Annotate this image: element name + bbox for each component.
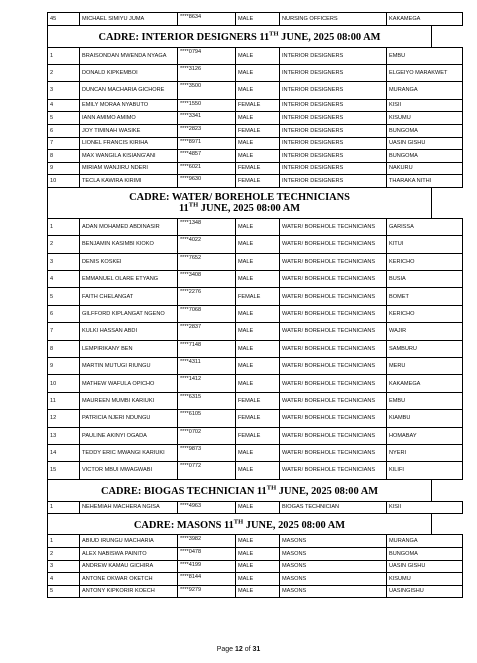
- candidate-gender: MALE: [236, 47, 280, 64]
- candidate-county: GARISSA: [387, 218, 463, 235]
- candidate-name: PATRICIA NJERI NDUNGU: [80, 410, 178, 427]
- table-row: [48, 236, 463, 253]
- candidate-name: ABIUD IRUNGU MACHARIA: [80, 535, 178, 548]
- candidate-name: ADAN MOHAMED ABDINASIR: [80, 218, 178, 235]
- candidate-id: ****0794: [178, 47, 236, 64]
- candidate-gender: MALE: [236, 547, 280, 560]
- candidate-cadre: MASONS: [280, 573, 387, 586]
- candidate-county: UASINGISHU: [387, 585, 463, 598]
- page-footer: [0, 646, 477, 653]
- candidate-name: JOY TIMINAH WASIKE: [80, 124, 178, 137]
- candidate-gender: FEMALE: [236, 427, 280, 444]
- row-number: 15: [48, 462, 80, 479]
- candidate-name: BRAISONDAN MWENDA NYAGA: [80, 47, 178, 64]
- candidate-id: ****8144: [178, 573, 236, 586]
- candidate-cadre: INTERIOR DESIGNERS: [280, 150, 387, 163]
- candidate-id: ****0702: [178, 427, 236, 444]
- cadre-table: [47, 47, 463, 188]
- cadre-title-prefix: CADRE: MASONS 11: [133, 520, 234, 532]
- candidate-id: ****9873: [178, 445, 236, 462]
- table-row: [48, 47, 463, 64]
- document-page: [47, 12, 448, 598]
- candidate-county: KAKAMEGA: [387, 13, 463, 26]
- table-row: [48, 410, 463, 427]
- candidate-name: KULKI HASSAN ABDI: [80, 323, 178, 340]
- candidate-cadre: INTERIOR DESIGNERS: [280, 64, 387, 81]
- cadre-heading-date: [48, 203, 431, 214]
- table-row: [48, 218, 463, 235]
- cadre-heading: [47, 26, 432, 47]
- row-number: 13: [48, 427, 80, 444]
- candidate-name: MIRIAM WANJIRU NDERI: [80, 162, 178, 175]
- candidate-id: ****3982: [178, 535, 236, 548]
- row-number: 4: [48, 99, 80, 112]
- row-number: 2: [48, 547, 80, 560]
- candidate-county: KIAMBU: [387, 410, 463, 427]
- candidate-gender: MALE: [236, 236, 280, 253]
- candidate-gender: MALE: [236, 573, 280, 586]
- candidate-cadre: WATER/ BOREHOLE TECHNICIANS: [280, 323, 387, 340]
- row-number: 5: [48, 585, 80, 598]
- candidate-cadre: BIOGAS TECHNICIAN: [280, 501, 387, 514]
- candidate-id: ****6315: [178, 392, 236, 409]
- candidate-id: ****8971: [178, 137, 236, 150]
- candidate-id: ****3126: [178, 64, 236, 81]
- row-number: 4: [48, 271, 80, 288]
- candidate-id: ****7652: [178, 253, 236, 270]
- candidate-county: BUNGOMA: [387, 150, 463, 163]
- candidate-county: KERICHO: [387, 305, 463, 322]
- cadre-heading-date: [48, 486, 431, 497]
- candidate-cadre: INTERIOR DESIGNERS: [280, 137, 387, 150]
- candidate-id: ****8634: [178, 13, 236, 26]
- row-number: 8: [48, 340, 80, 357]
- row-number: 2: [48, 236, 80, 253]
- candidate-cadre: WATER/ BOREHOLE TECHNICIANS: [280, 410, 387, 427]
- candidate-gender: MALE: [236, 358, 280, 375]
- candidate-name: IANN AMIMO AMIMO: [80, 112, 178, 125]
- table-row: [48, 305, 463, 322]
- row-number: 11: [48, 392, 80, 409]
- row-number: 1: [48, 535, 80, 548]
- candidate-id: ****9630: [178, 175, 236, 188]
- candidate-name: GILFFORD KIPLANGAT NGENO: [80, 305, 178, 322]
- row-number: 3: [48, 82, 80, 99]
- candidate-id: ****4022: [178, 236, 236, 253]
- candidate-name: ANTONY KIPKORIR KOECH: [80, 585, 178, 598]
- candidate-gender: MALE: [236, 375, 280, 392]
- candidate-county: HOMABAY: [387, 427, 463, 444]
- candidate-name: MARTIN MUTUGI RIUNGU: [80, 358, 178, 375]
- candidate-cadre: INTERIOR DESIGNERS: [280, 47, 387, 64]
- candidate-county: NAKURU: [387, 162, 463, 175]
- table-row: [48, 340, 463, 357]
- candidate-gender: FEMALE: [236, 99, 280, 112]
- cadre-title-ordinal: TH: [188, 201, 199, 209]
- row-number: 1: [48, 218, 80, 235]
- candidate-name: EMILY MORAA NYABUTO: [80, 99, 178, 112]
- cadre-title-suffix: JUNE, 2025 08:00 AM: [243, 520, 346, 532]
- candidate-cadre: INTERIOR DESIGNERS: [280, 112, 387, 125]
- candidate-id: ****0772: [178, 462, 236, 479]
- candidate-id: ****4311: [178, 358, 236, 375]
- candidate-county: WAJIR: [387, 323, 463, 340]
- candidate-id: ****1348: [178, 218, 236, 235]
- table-row: [48, 99, 463, 112]
- candidate-county: KISUMU: [387, 573, 463, 586]
- cadre-title-ordinal: TH: [269, 30, 279, 38]
- candidate-id: ****6105: [178, 410, 236, 427]
- candidate-county: KAKAMEGA: [387, 375, 463, 392]
- candidate-gender: FEMALE: [236, 124, 280, 137]
- candidate-county: MURANGA: [387, 82, 463, 99]
- candidate-name: DONALD KIPKEMBOI: [80, 64, 178, 81]
- table-row: [48, 375, 463, 392]
- row-number: 5: [48, 112, 80, 125]
- cadre-title-suffix: JUNE, 2025 08:00 AM: [278, 31, 381, 43]
- candidate-name: LEMPIRIKANY BEN: [80, 340, 178, 357]
- row-number: 8: [48, 150, 80, 163]
- candidate-id: ****4857: [178, 150, 236, 163]
- candidate-id: ****4199: [178, 560, 236, 573]
- candidate-county: KITUI: [387, 236, 463, 253]
- candidate-name: MATHEW WAFULA OPICHO: [80, 375, 178, 392]
- candidate-gender: FEMALE: [236, 162, 280, 175]
- candidate-gender: MALE: [236, 137, 280, 150]
- candidate-cadre: WATER/ BOREHOLE TECHNICIANS: [280, 462, 387, 479]
- footer-prefix: Page: [216, 646, 235, 653]
- table-row: [48, 445, 463, 462]
- table-row: [48, 82, 463, 99]
- cadre-heading: [47, 514, 432, 534]
- candidate-cadre: NURSING OFFICERS: [280, 13, 387, 26]
- candidate-name: EMMANUEL OLARE ETYANG: [80, 271, 178, 288]
- candidate-id: ****3341: [178, 112, 236, 125]
- row-number: 2: [48, 64, 80, 81]
- cadre-title-ordinal: TH: [233, 518, 244, 526]
- candidate-name: TECLA KAWIRA KIRIMI: [80, 175, 178, 188]
- table-row: [48, 175, 463, 188]
- candidate-cadre: INTERIOR DESIGNERS: [280, 99, 387, 112]
- cadre-title-suffix: JUNE, 2025 08:00 AM: [198, 202, 301, 214]
- row-number: 7: [48, 137, 80, 150]
- candidate-gender: MALE: [236, 271, 280, 288]
- candidate-county: BOMET: [387, 288, 463, 305]
- candidate-id: ****7068: [178, 305, 236, 322]
- candidate-id: ****6021: [178, 162, 236, 175]
- candidate-county: ELGEIYO MARAKWET: [387, 64, 463, 81]
- candidate-cadre: MASONS: [280, 535, 387, 548]
- cadre-heading-date: [48, 32, 431, 43]
- row-number: 3: [48, 560, 80, 573]
- candidate-name: TEDDY ERIC MWANGI KARIUKI: [80, 445, 178, 462]
- cadre-table: [47, 501, 463, 515]
- candidate-id: ****2276: [178, 288, 236, 305]
- row-number: 10: [48, 175, 80, 188]
- candidate-county: BUNGOMA: [387, 547, 463, 560]
- row-number: 1: [48, 501, 80, 514]
- top-table: [47, 12, 463, 26]
- candidate-county: NYERI: [387, 445, 463, 462]
- candidate-cadre: INTERIOR DESIGNERS: [280, 162, 387, 175]
- candidate-id: ****1412: [178, 375, 236, 392]
- candidate-name: DUNCAN MACHARIA GICHORE: [80, 82, 178, 99]
- cadre-title-prefix: 11: [178, 202, 189, 214]
- candidate-gender: MALE: [236, 323, 280, 340]
- table-row: [48, 501, 463, 514]
- candidate-name: MAX WANGILA KISIANG'ANI: [80, 150, 178, 163]
- cadre-title-suffix: JUNE, 2025 08:00 AM: [276, 485, 379, 497]
- candidate-gender: MALE: [236, 13, 280, 26]
- row-number: 1: [48, 47, 80, 64]
- candidate-county: KERICHO: [387, 253, 463, 270]
- candidate-cadre: INTERIOR DESIGNERS: [280, 124, 387, 137]
- candidate-county: SAMBURU: [387, 340, 463, 357]
- table-row: [48, 560, 463, 573]
- row-number: 9: [48, 358, 80, 375]
- row-number: 14: [48, 445, 80, 462]
- candidate-county: THARAKA NITHI: [387, 175, 463, 188]
- candidate-county: KISII: [387, 99, 463, 112]
- candidate-id: ****3500: [178, 82, 236, 99]
- candidate-county: MURANGA: [387, 535, 463, 548]
- candidate-county: UASIN GISHU: [387, 560, 463, 573]
- row-number: 3: [48, 253, 80, 270]
- row-number: 10: [48, 375, 80, 392]
- candidate-county: EMBU: [387, 392, 463, 409]
- candidate-county: BUSIA: [387, 271, 463, 288]
- candidate-id: ****0478: [178, 547, 236, 560]
- table-row: [48, 462, 463, 479]
- candidate-cadre: WATER/ BOREHOLE TECHNICIANS: [280, 427, 387, 444]
- candidate-name: PAULINE AKINYI OGADA: [80, 427, 178, 444]
- footer-page-number: 12: [234, 646, 243, 653]
- candidate-gender: MALE: [236, 585, 280, 598]
- candidate-name: ALEX NABISWA PAINITO: [80, 547, 178, 560]
- table-row: [48, 124, 463, 137]
- table-row: [48, 573, 463, 586]
- candidate-cadre: WATER/ BOREHOLE TECHNICIANS: [280, 271, 387, 288]
- table-row: [48, 64, 463, 81]
- table-row: [48, 137, 463, 150]
- candidate-name: ANDREW KAMAU GICHIRA: [80, 560, 178, 573]
- candidate-gender: MALE: [236, 462, 280, 479]
- table-row: [48, 427, 463, 444]
- candidate-name: MAUREEN MUMBI KARIUKI: [80, 392, 178, 409]
- candidate-name: ANTONE OKWAR OKETCH: [80, 573, 178, 586]
- candidate-id: ****9279: [178, 585, 236, 598]
- candidate-gender: FEMALE: [236, 392, 280, 409]
- candidate-name: DENIS KOSKEI: [80, 253, 178, 270]
- candidate-cadre: INTERIOR DESIGNERS: [280, 82, 387, 99]
- footer-of: of: [242, 646, 253, 653]
- candidate-gender: MALE: [236, 340, 280, 357]
- candidate-name: FAITH CHELANGAT: [80, 288, 178, 305]
- row-number: 9: [48, 162, 80, 175]
- table-row: [48, 358, 463, 375]
- row-number: 12: [48, 410, 80, 427]
- candidate-gender: MALE: [236, 112, 280, 125]
- candidate-county: KISII: [387, 501, 463, 514]
- table-row: [48, 547, 463, 560]
- candidate-cadre: WATER/ BOREHOLE TECHNICIANS: [280, 305, 387, 322]
- candidate-id: ****2823: [178, 124, 236, 137]
- cadre-sections: [47, 26, 448, 599]
- candidate-cadre: WATER/ BOREHOLE TECHNICIANS: [280, 236, 387, 253]
- candidate-id: ****1550: [178, 99, 236, 112]
- candidate-county: UASIN GISHU: [387, 137, 463, 150]
- candidate-cadre: MASONS: [280, 585, 387, 598]
- candidate-county: KISUMU: [387, 112, 463, 125]
- cadre-heading: [47, 188, 432, 218]
- candidate-id: ****7148: [178, 340, 236, 357]
- row-number: 4: [48, 573, 80, 586]
- candidate-cadre: WATER/ BOREHOLE TECHNICIANS: [280, 392, 387, 409]
- table-row: [48, 271, 463, 288]
- cadre-table: [47, 218, 463, 480]
- candidate-county: BUNGOMA: [387, 124, 463, 137]
- table-row: [48, 162, 463, 175]
- table-row: [48, 288, 463, 305]
- cadre-table: [47, 534, 463, 598]
- cadre-heading: [47, 480, 432, 501]
- table-row: [48, 323, 463, 340]
- candidate-gender: MALE: [236, 64, 280, 81]
- cadre-title-ordinal: TH: [266, 484, 277, 492]
- candidate-gender: MALE: [236, 150, 280, 163]
- cadre-heading-date: [48, 520, 431, 531]
- candidate-cadre: WATER/ BOREHOLE TECHNICIANS: [280, 358, 387, 375]
- table-row: [48, 535, 463, 548]
- candidate-gender: MALE: [236, 501, 280, 514]
- row-number: 6: [48, 124, 80, 137]
- table-row: [48, 150, 463, 163]
- candidate-gender: MALE: [236, 305, 280, 322]
- candidate-cadre: WATER/ BOREHOLE TECHNICIANS: [280, 218, 387, 235]
- candidate-gender: FEMALE: [236, 175, 280, 188]
- candidate-gender: FEMALE: [236, 410, 280, 427]
- table-row: [48, 112, 463, 125]
- candidate-name: NEHEMIAH MACHERA NGISA: [80, 501, 178, 514]
- candidate-gender: MALE: [236, 218, 280, 235]
- candidate-cadre: WATER/ BOREHOLE TECHNICIANS: [280, 253, 387, 270]
- row-number: 5: [48, 288, 80, 305]
- candidate-gender: MALE: [236, 253, 280, 270]
- candidate-county: EMBU: [387, 47, 463, 64]
- candidate-name: BENJAMIN KASIMBI KIOKO: [80, 236, 178, 253]
- candidate-cadre: INTERIOR DESIGNERS: [280, 175, 387, 188]
- row-number: 45: [48, 13, 80, 26]
- candidate-id: ****4963: [178, 501, 236, 514]
- table-row: [48, 585, 463, 598]
- candidate-gender: MALE: [236, 445, 280, 462]
- candidate-name: VICTOR MBUI MWAGWABI: [80, 462, 178, 479]
- candidate-id: ****2837: [178, 323, 236, 340]
- candidate-county: MERU: [387, 358, 463, 375]
- candidate-gender: MALE: [236, 535, 280, 548]
- row-number: 7: [48, 323, 80, 340]
- cadre-heading-line1: CADRE: WATER/ BOREHOLE TECHNICIANS: [129, 191, 350, 203]
- row-number: 6: [48, 305, 80, 322]
- candidate-name: MICHAEL SIMIYU JUMA: [80, 13, 178, 26]
- cadre-title-prefix: CADRE: INTERIOR DESIGNERS 11: [98, 31, 270, 43]
- table-row: [48, 392, 463, 409]
- candidate-gender: FEMALE: [236, 288, 280, 305]
- candidate-cadre: MASONS: [280, 560, 387, 573]
- table-row: [48, 253, 463, 270]
- candidate-name: LIONEL FRANCIS KIRIHA: [80, 137, 178, 150]
- table-row: [48, 13, 463, 26]
- candidate-gender: MALE: [236, 82, 280, 99]
- footer-page-total: 31: [252, 646, 261, 653]
- candidate-cadre: WATER/ BOREHOLE TECHNICIANS: [280, 375, 387, 392]
- candidate-cadre: WATER/ BOREHOLE TECHNICIANS: [280, 445, 387, 462]
- candidate-county: KILIFI: [387, 462, 463, 479]
- candidate-gender: MALE: [236, 560, 280, 573]
- cadre-title-prefix: CADRE: BIOGAS TECHNICIAN 11: [100, 485, 267, 497]
- candidate-id: ****3408: [178, 271, 236, 288]
- candidate-cadre: MASONS: [280, 547, 387, 560]
- candidate-cadre: WATER/ BOREHOLE TECHNICIANS: [280, 340, 387, 357]
- candidate-cadre: WATER/ BOREHOLE TECHNICIANS: [280, 288, 387, 305]
